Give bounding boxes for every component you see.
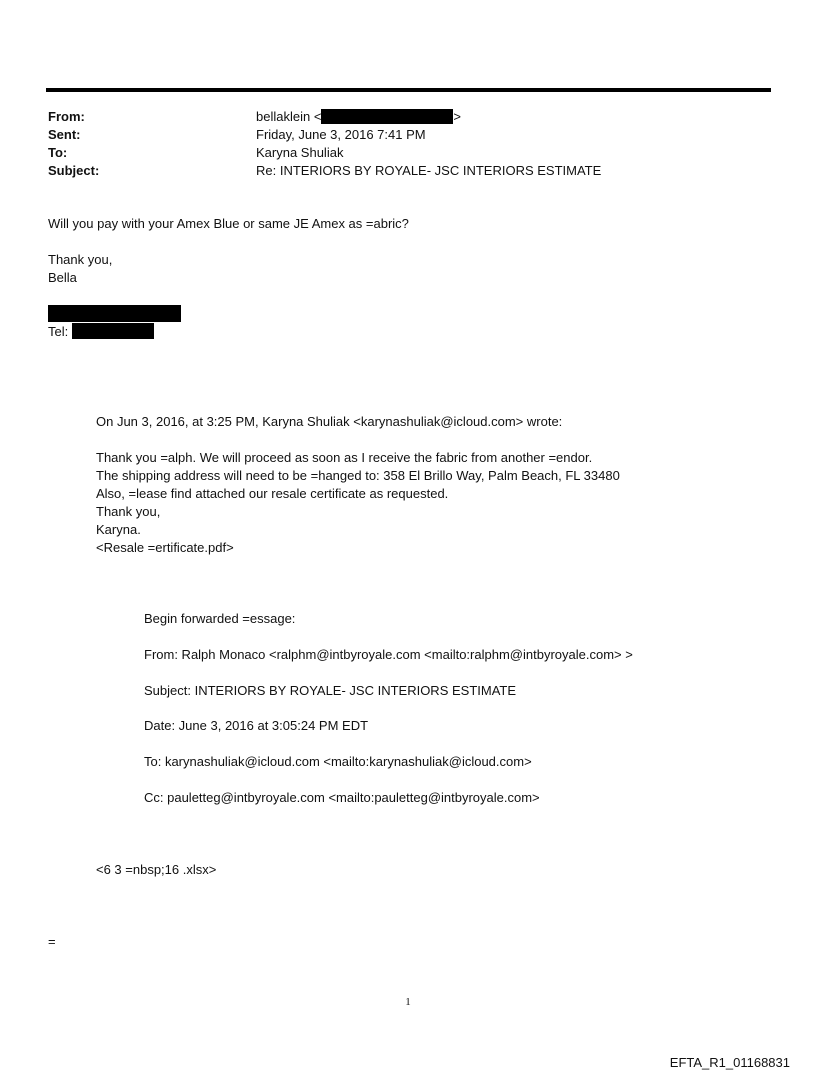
body-question: Will you pay with your Amex Blue or same JE Amex as =abric? <box>48 216 409 231</box>
quoted-line: Thank you, <box>96 504 161 519</box>
tel-line <box>48 323 154 341</box>
from-row <box>48 108 768 126</box>
forwarded-date: Date: June 3, 2016 at 3:05:24 PM EDT <box>144 718 369 733</box>
quoted-line: Thank you =alph. We will proceed as soon as I receive the fabric from another =endor. <box>96 450 593 465</box>
quoted-line: Karyna. <box>96 522 141 537</box>
quoted-line: The shipping address will need to be =hanged to: 358 El Brillo Way, Palm Beach, FL 33480 <box>96 468 620 483</box>
to-row <box>48 144 768 162</box>
forwarded-cc: Cc: pauletteg@intbyroyale.com <mailto:pauletteg@intbyroyale.com> <box>144 790 540 805</box>
subject-row <box>48 162 768 180</box>
sent-value: Friday, June 3, 2016 7:41 PM <box>256 127 426 142</box>
quoted-intro: On Jun 3, 2016, at 3:25 PM, Karyna Shuliak <karynashuliak@icloud.com> wrote: <box>96 414 563 429</box>
forwarded-begin: Begin forwarded =essage: <box>144 611 296 626</box>
subject-value: Re: INTERIORS BY ROYALE- JSC INTERIORS ESTIMATE <box>256 163 602 178</box>
redaction-signature <box>48 305 181 322</box>
body-thanks: Thank you, <box>48 252 113 267</box>
email-header <box>48 108 768 180</box>
redaction-from-email <box>321 109 453 124</box>
tel-label: Tel: <box>48 324 69 339</box>
forwarded-from: From: Ralph Monaco <ralphm@intbyroyale.com <mailto:ralphm@intbyroyale.com> > <box>144 647 633 662</box>
quoted-message <box>96 449 620 557</box>
forwarded-subject: Subject: INTERIORS BY ROYALE- JSC INTERIORS ESTIMATE <box>144 683 517 698</box>
to-value: Karyna Shuliak <box>256 145 344 160</box>
body-signature-name: Bella <box>48 270 77 285</box>
trailing-equals: = <box>48 934 56 949</box>
sent-label: Sent: <box>48 127 81 142</box>
from-name: bellaklein < <box>256 109 322 124</box>
page-number: 1 <box>405 996 411 1008</box>
quoted-line: Also, =lease find attached our resale certificate as requested. <box>96 486 449 501</box>
attachment-xlsx: <6 3 =nbsp;16 .xlsx> <box>96 862 217 877</box>
redaction-tel <box>72 323 154 339</box>
header-rule <box>46 88 771 92</box>
forwarded-to: To: karynashuliak@icloud.com <mailto:karynashuliak@icloud.com> <box>144 754 532 769</box>
bates-number: EFTA_R1_01168831 <box>669 1055 790 1070</box>
sent-row <box>48 126 768 144</box>
quoted-attachment: <Resale =ertificate.pdf> <box>96 540 234 555</box>
from-label: From: <box>48 109 85 124</box>
from-value <box>256 108 768 126</box>
to-label: To: <box>48 145 68 160</box>
subject-label: Subject: <box>48 163 100 178</box>
from-close: > <box>453 109 461 124</box>
